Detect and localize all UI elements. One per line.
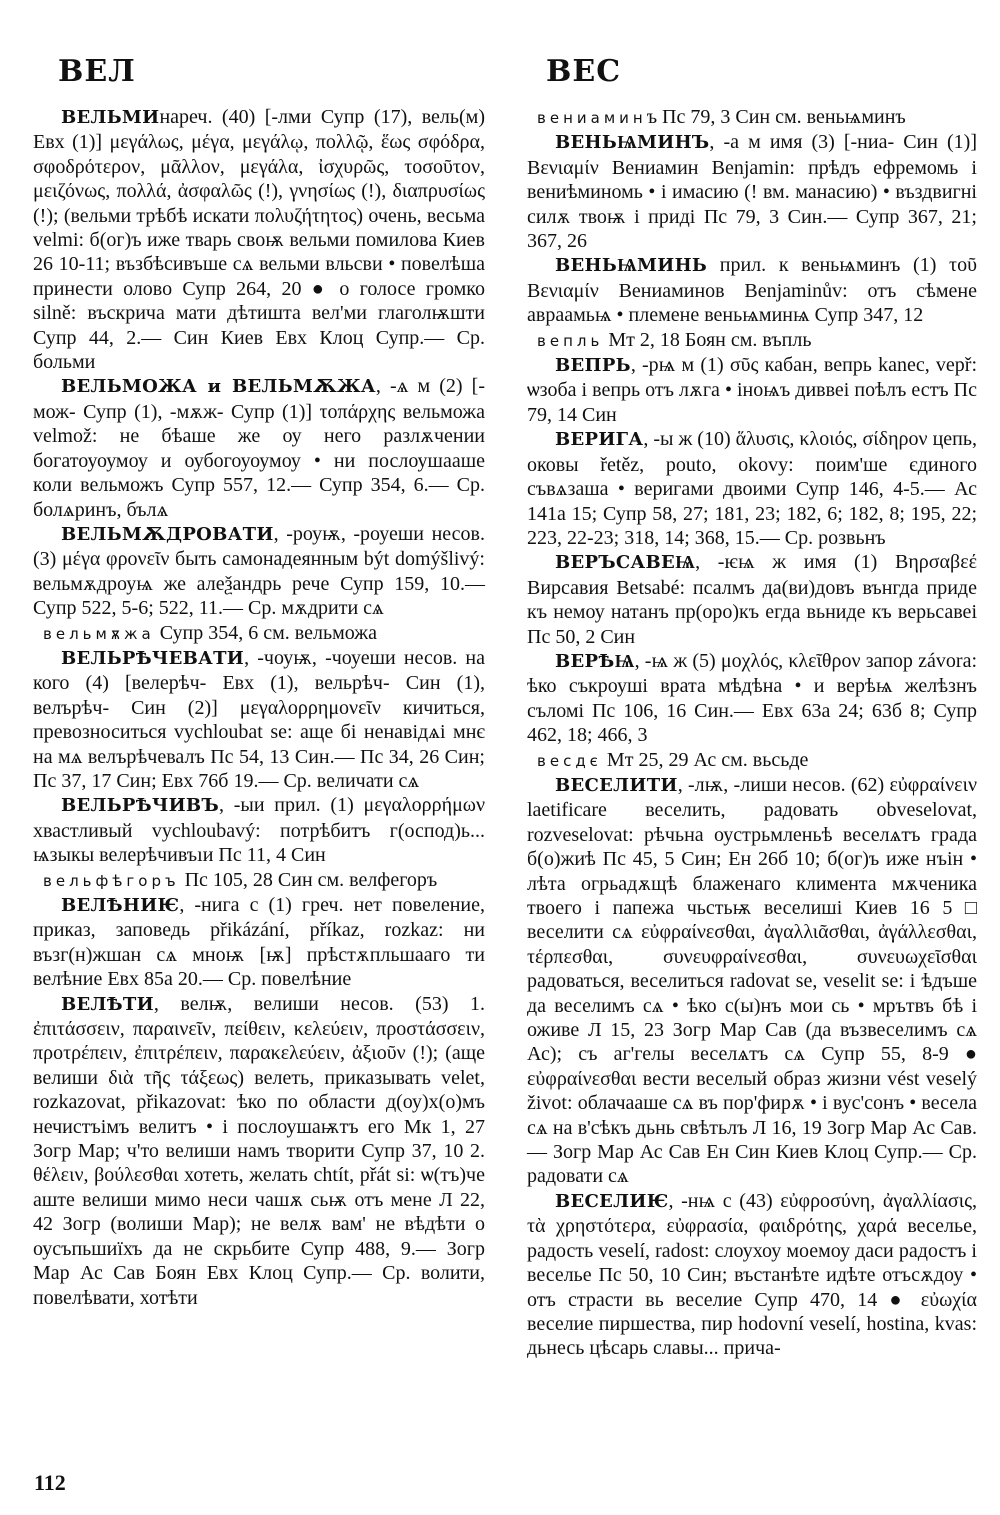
dictionary-entry [527,773,977,1189]
entry-spaced-form: вепль [537,331,604,350]
entry-body: ъ Пс 79, 3 Син см. веньѩминъ [646,106,906,128]
entry-spaced-form: вельфѣгоръ [43,871,180,890]
dictionary-entry [527,550,977,649]
dictionary-entry [527,649,977,748]
entry-headword: ВЕЛЬРѢЧИВЪ [61,795,219,817]
dictionary-entry [527,1189,977,1361]
dictionary-entry [33,992,485,1310]
left-column [33,105,485,1310]
entry-headword: ВЕЛЬМИ [61,107,160,128]
cross-reference-entry [33,868,485,893]
entry-body: , -ыи прил. (1) μεγαλορρήμων хвастливый vychloubavý: потрѣбитъ г(оспод)ь... ѩзыкы велерѣчивъıи Пс 11, 4 Син [33,794,485,867]
entry-body: , велѭ, велиши несов. (53) 1. ἐπιτάσσειν, παραινεῖν, πείθειν, κελεύειν, προστάσσειν, προτρέπειν, ἐπιτρέπειν, παρακελεύειν, ἀξιοῦν (!); (аще велиши διὰ τῆς τάξεως) велеть, приказывать velet, rozkazovat, přikazovat: ѣко по области д(оу)х(о)мъ нечистъімъ велитъ • і послоушаѭтъ его Мк 1, 27 Зогр Мар; ч'то велиши намъ творити Супр 37, 10 2. θέλειν, βούλεσθαι хотеть, желать chtít, přát si: ѡ(тъ)че аште велиши мимо неси чашѫ сьѭ отъ мене Л 22, 42 Зогр (волиши Мар); не велѫ вам' не вѣдѣти о оусъпьшиїхъ да не скрьбите Супр 488, 9.— Зогр Мар Ас Сав Боян Евх Клоц Супр.— Ср. волити, повелѣвати, хотѣти [33,992,485,1309]
cross-reference-entry [33,621,485,646]
entry-body: , -ы ж (10) ἅλυσις, κλοιός, σίδηρον цепь, оковы řetěz, pouto, okovy: поим'ше єдиного съвѧзаша • веригами двоими Супр 146, 4-5.— Ас 141а 15; Супр 58, 27; 181, 23; 182, 6; 182, 8; 195, 22; 223, 22-23; 318, 14; 368, 15.— Ср. розвьнъ [527,428,977,549]
cross-reference-entry [527,105,977,130]
entry-body: Пс 105, 28 Син см. велфегоръ [179,868,438,891]
dictionary-entry [33,646,485,793]
dictionary-entry [33,893,485,992]
right-column [527,105,977,1361]
dictionary-entry [527,253,977,327]
entry-headword: ВЕПРЬ [555,355,631,377]
entry-body: , -рѩ м (1) σῦς кабан, вепрь kanec, vepř: ѡзоба і вепрь отъ лѫга • іноѩъ диввеі поѣлъ естъ Пс 79, 14 Син [527,354,977,426]
entry-headword: ВЕНЬѨМИНЬ [555,255,708,277]
dictionary-entry [527,353,977,427]
entry-headword: ВЕСЕЛИТИ [555,774,678,796]
cross-reference-entry [527,748,977,773]
cross-reference-entry [527,328,977,353]
entry-body: нареч. (40) [-лми Супр (17), вель(м) Евх (1)] μεγάλως, μέγα, μεγάλῳ, πολλῷ, ἕως σφόδρα, σφοδρότερον, μᾶλλον, μεγάλα, ἰσχυρῶς, τοσοῦτον, μειζόνως, πολλά, ἀσφαλῶς (!), γνησίως (!), διαπρυσίως (!); (вельми трѣбѣ искати πολυζήτητος) очень, весьма velmi: б(ог)ъ иже тварь своѭ вельми помилова Киев 26 10-11; възбѣсивъше сѧ вельми вльсви • повелѣша принести олово Супр 264, 20 ● о голосе громко silně: въскрича мати дѣтишта вел'ми глаголѭшти Супр 44, 2.— Син Киев Евх Клоц Супр.— Ср. больми [33,106,485,374]
entry-spaced-form: вельмѫжа [43,624,155,643]
entry-headword: ВЕРЪСАВЕѨ [555,552,696,574]
entry-body: , -ѥѩ ж имя (1) Βηρσαβεέ Вирсавия Betsabé: псалмъ да(ви)довъ вънгда приде къ немоу натанъ пр(оро)къ егда вьниде къ верьсавеі Пс 50, 2 Син [527,551,977,648]
entry-body: , -ѩ ж (5) μοχλός, κλεῖθρον запор závora: ѣко съкроуші врата мѣдѣна • и верѣѩ желѣзнъ съломі Пс 106, 16 Син.— Евх 63а 24; 63б 8; Супр 462, 18; 466, 3 [527,649,977,747]
dictionary-entry [527,130,977,253]
page-number: 112 [34,1470,66,1495]
entry-spaced-form: весдє [537,751,602,770]
entry-body: прил. к веньѩминъ (1) τοῦ Βενιαμίν Вениаминов Benjaminův: отъ сѣмене авраамьѩ • племене веньѩминѩ Супр 347, 12 [527,254,977,327]
dictionary-entry [33,522,485,621]
entry-headword: ВЕРѢѨ [555,650,635,672]
entry-headword: ВЕЛЬМѪДРОВАТИ [61,523,274,545]
entry-body: , -лѭ, -лиши несов. (62) εὐφραίνειν laetificare веселить, радовать obveselovat, rozveselovat: рѣчьна оустрьмленьѣ веселѧтъ града б(о)жиѣ Пс 45, 5 Син; Ен 26б 10; б(ог)ъ иже нъін • лѣта огрьадѫщѣ блаженаго климента мѫченика твоего і папежа чьстьѭ веселиші Киев 16 5 □ веселити сѧ εὐφραίνεσθαι, ἀγαλλιᾶσθαι, ἀγάλλεσθαι, τέρπεσθαι, συνευφραίνεσθαι, συνευωχεῖσθαι радоваться, веселиться radovat se, veselit se: і ѣдъше да веселимъ сѧ • ѣко с(ы)нъ мои сь • мрътвъ бѣ і оживе Л 15, 23 Зогр Мар Сав (да възвеселимъ сѧ Ас); съ аг'гелы веселѧтъ сѧ Супр 55, 8-9 ● εὐφραίνεσθαι вести веселый образ жизни vést veselý život: облачааше сѧ въ пор'фирѫ • і вус'сонъ • весела сѧ на в'сѣкъ дьнь свѣтьлъ Л 16, 19 Зогр Мар Ас Сав.— Зогр Мар Ас Сав Ен Син Киев Клоц Супр.— Ср. радовати сѧ [527,773,977,1188]
entry-headword: ВЕЛЬРѢЧЕВАТИ [61,647,245,669]
entry-headword: ВЕЛѢНИѤ [61,895,180,916]
entry-body: , -чоуѭ, -чоуеши несов. на кого (4) [велерѣч- Евх (1), вельрѣч- Син (1), велърѣч- Син (2)] μεγαλορρημονεῖν кичиться, превозноситься vychloubat se: аще бі ненавідѧі мнє на мѧ велърѣчевалъ Пс 54, 13 Син.— Пс 34, 26 Син; Пс 37, 17 Син; Евх 76б 19.— Ср. величати сѧ [33,646,485,792]
entry-body: , -нѩ с (43) εὐφροσύνη, ἀγαλλίασις, τὰ χρηστότερα, εὐφρασία, φαιδρότης, χαρά веселье, радость veselí, radost: слоухоу моемоу даси радостъ і веселье Пс 50, 10 Син; въстанѣте идѣте отъсѫдоу • отъ страсти вь веселие Супр 470, 14 ● εὐωχία веселие пиршества, пир hodovní veselí, hostina, kvas: дьнесь цѣсарь славы... прича- [527,1189,977,1360]
entry-body: Мт 2, 18 Боян см. въпль [603,328,812,351]
entry-body: , -ѧ м (2) [-мож- Супр (1), -мѫж- Супр (1)] τοπάρχης вельможа velmož: не бѣаше же оу него разлѫчении богатоуоумоу и оубогоуоумоу • ни послоушааше коли вельможъ Супр 557, 12.— Супр 354, 6.— Ср. болѧринъ, бълѧ [33,375,485,521]
entry-headword: ВЕЛЬМОЖА и ВЕЛЬМѪЖА [61,376,376,398]
running-header-left: ВЕЛ [58,54,136,89]
running-header-right: ВЕС [546,54,622,89]
entry-headword: ВЕЛѢТИ [61,993,154,1015]
entry-spaced-form: вениамин [537,109,647,127]
dictionary-entry [33,105,485,374]
dictionary-entry [33,374,485,521]
entry-body: Супр 354, 6 см. вельможа [154,621,377,644]
entry-body: Мт 25, 29 Ас см. вьсьде [601,748,809,771]
entry-body: , -а м имя (3) [-ниа- Син (1)] Βενιαμίν Вениамин Benjamin: прѣдъ ефремомь і вениѣминомь • і имасию (! вм. манасию) • въздвигні силѫ твоѭ і приді Пс 79, 3 Син.— Супр 367, 21; 367, 26 [527,131,977,253]
entry-headword: ВЕРИГА [555,429,644,451]
dictionary-entry [33,793,485,867]
entry-headword: ВЕНЬѨМИНЪ [555,132,710,154]
entry-body: , -нига с (1) греч. нет повеление, приказ, заповедь přikázání, příkaz, rozkaz: ни възг(н)жшан сѧ мноѭ [ѭ] прѣстѫпльшааго ти велѣние Евх 85а 20.— Ср. повелѣние [33,894,485,991]
dictionary-entry [527,427,977,550]
entry-body: , -роуѭ, -роуеши несов. (3) μέγα φρονεῖν быть самонадеянным být domýšlivý: вельмѫдроуѩ же алеѯандрь рече Супр 159, 10.— Супр 522, 5-6; 522, 11.— Ср. мѫдрити сѧ [33,522,485,620]
entry-headword: ВЕСЕЛИѤ [555,1190,669,1212]
